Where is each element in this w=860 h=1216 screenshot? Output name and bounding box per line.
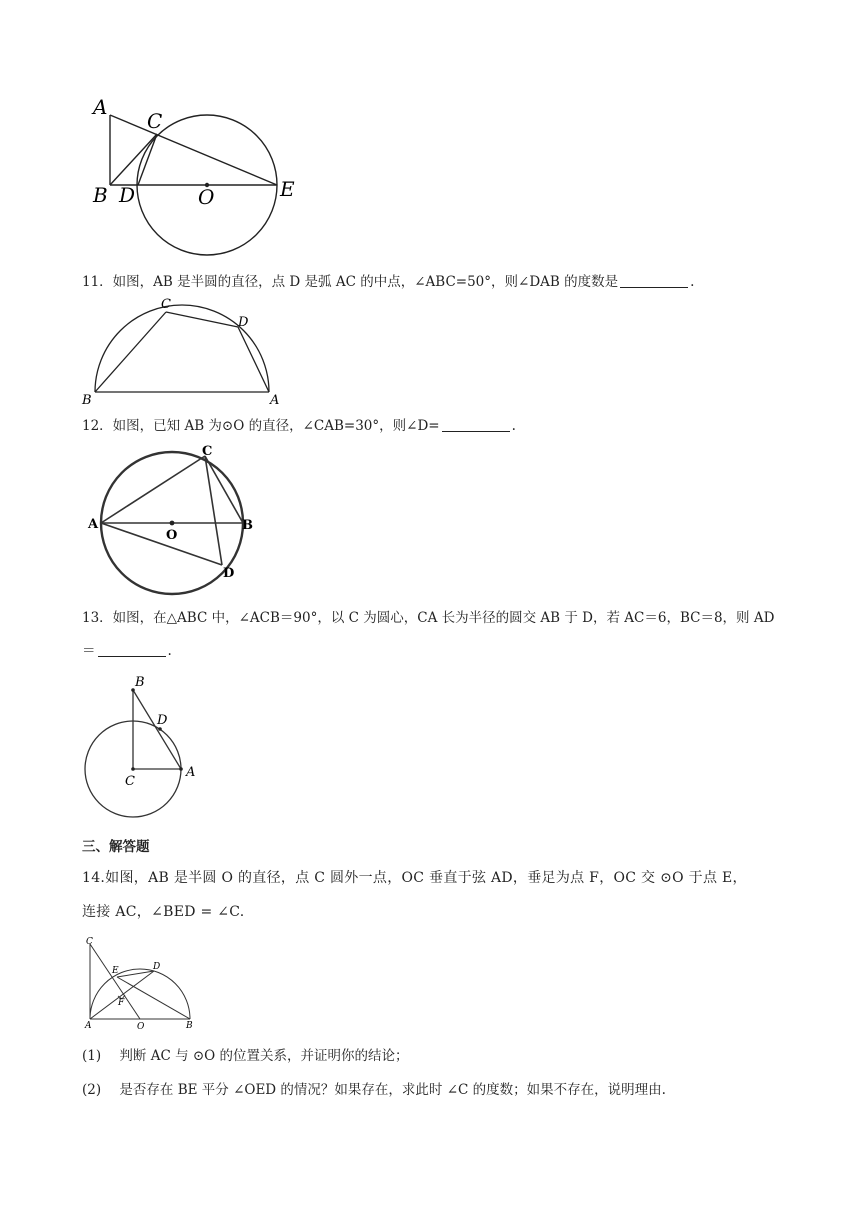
label-c: C: [147, 109, 163, 133]
segment-cd: [166, 312, 238, 327]
question-13-line1: 13．如图，在△ABC 中，∠ACB＝90°，以 C 为圆心，CA 长为半径的圆交 AB 于 D，若 AC＝6，BC＝8，则 AD: [82, 610, 775, 626]
label-o: O: [166, 528, 178, 543]
question-12: 12．如图，已知 AB 为⊙O 的直径，∠CAB=30°，则∠D= .: [82, 418, 516, 434]
label-o: O: [198, 185, 215, 209]
label-a: A: [270, 393, 280, 406]
label-a: A: [186, 765, 196, 780]
label-d: D: [223, 566, 235, 581]
sub-question-2: [82, 1080, 666, 1100]
segment-bc: [110, 134, 157, 185]
label-b: B: [135, 675, 145, 690]
label-d: D: [153, 962, 161, 972]
question-11: 11．如图，AB 是半圆的直径，点 D 是弧 AC 的中点，∠ABC=50°，则∠DAB 的度数是 .: [82, 274, 695, 290]
label-c: C: [202, 444, 213, 459]
sub-question-2-number: (2): [82, 1082, 102, 1098]
label-b: B: [242, 518, 253, 533]
section-title: 三、解答题: [82, 839, 150, 855]
segment-da: [238, 327, 269, 392]
sub-question-1-number: (1): [82, 1048, 102, 1064]
label-c: C: [161, 297, 171, 312]
question-13-line2: ＝ .: [82, 643, 172, 659]
answer-blank: [620, 273, 688, 288]
figure-q11: [78, 294, 288, 406]
label-o: O: [137, 1022, 145, 1031]
segment-ac: [101, 456, 205, 523]
figure-q10: [85, 90, 305, 265]
segment-ab: [133, 690, 181, 769]
label-e: E: [112, 966, 119, 976]
semicircle-arc: [90, 969, 190, 1019]
question-14-line2: 连接 AC，∠BED = ∠C.: [82, 904, 245, 920]
label-d: D: [119, 183, 136, 207]
label-b: B: [82, 393, 92, 406]
sub-question-2-text: 是否存在 BE 平分 ∠OED 的情况？如果存在，求此时 ∠C 的度数；如果不存在，说明理由.: [119, 1082, 666, 1098]
label-a: A: [88, 517, 99, 532]
segment-be: [117, 977, 190, 1019]
answer-blank: [442, 417, 510, 432]
label-f: F: [118, 998, 125, 1008]
label-e: E: [280, 177, 295, 201]
point-c: [131, 767, 135, 771]
label-c: C: [86, 937, 93, 947]
label-a: A: [85, 1021, 92, 1031]
question-11-text: 11．如图，AB 是半圆的直径，点 D 是弧 AC 的中点，∠ABC=50°，则∠DAB 的度数是: [82, 274, 619, 290]
sub-question-1-text: 判断 AC 与 ⊙O 的位置关系，并证明你的结论；: [119, 1048, 409, 1064]
center-point: [170, 521, 175, 526]
label-d: D: [238, 315, 249, 330]
segment-bc: [95, 312, 166, 392]
sub-question-1: [82, 1046, 409, 1066]
label-a: A: [93, 95, 108, 119]
question-14-line1: 14.如图，AB 是半圆 O 的直径，点 C 圆外一点，OC 垂直于弦 AD，垂足为点 F，OC 交 ⊙O 于点 E，: [82, 870, 747, 886]
segment-ae: [110, 115, 277, 185]
segment-ad: [101, 523, 222, 565]
label-d: D: [157, 713, 168, 728]
point-a: [179, 767, 183, 771]
label-b: B: [186, 1021, 193, 1031]
figure-q12: [85, 442, 260, 597]
question-12-text: 12．如图，已知 AB 为⊙O 的直径，∠CAB=30°，则∠D=: [82, 418, 440, 434]
segment-ad: [90, 971, 154, 1019]
segment-co: [90, 944, 140, 1019]
label-c: C: [125, 774, 135, 789]
figure-q14: [82, 936, 202, 1031]
figure-q13: [78, 668, 208, 823]
segment-cd: [138, 134, 157, 185]
label-b: B: [93, 183, 108, 207]
answer-blank: [98, 642, 166, 657]
